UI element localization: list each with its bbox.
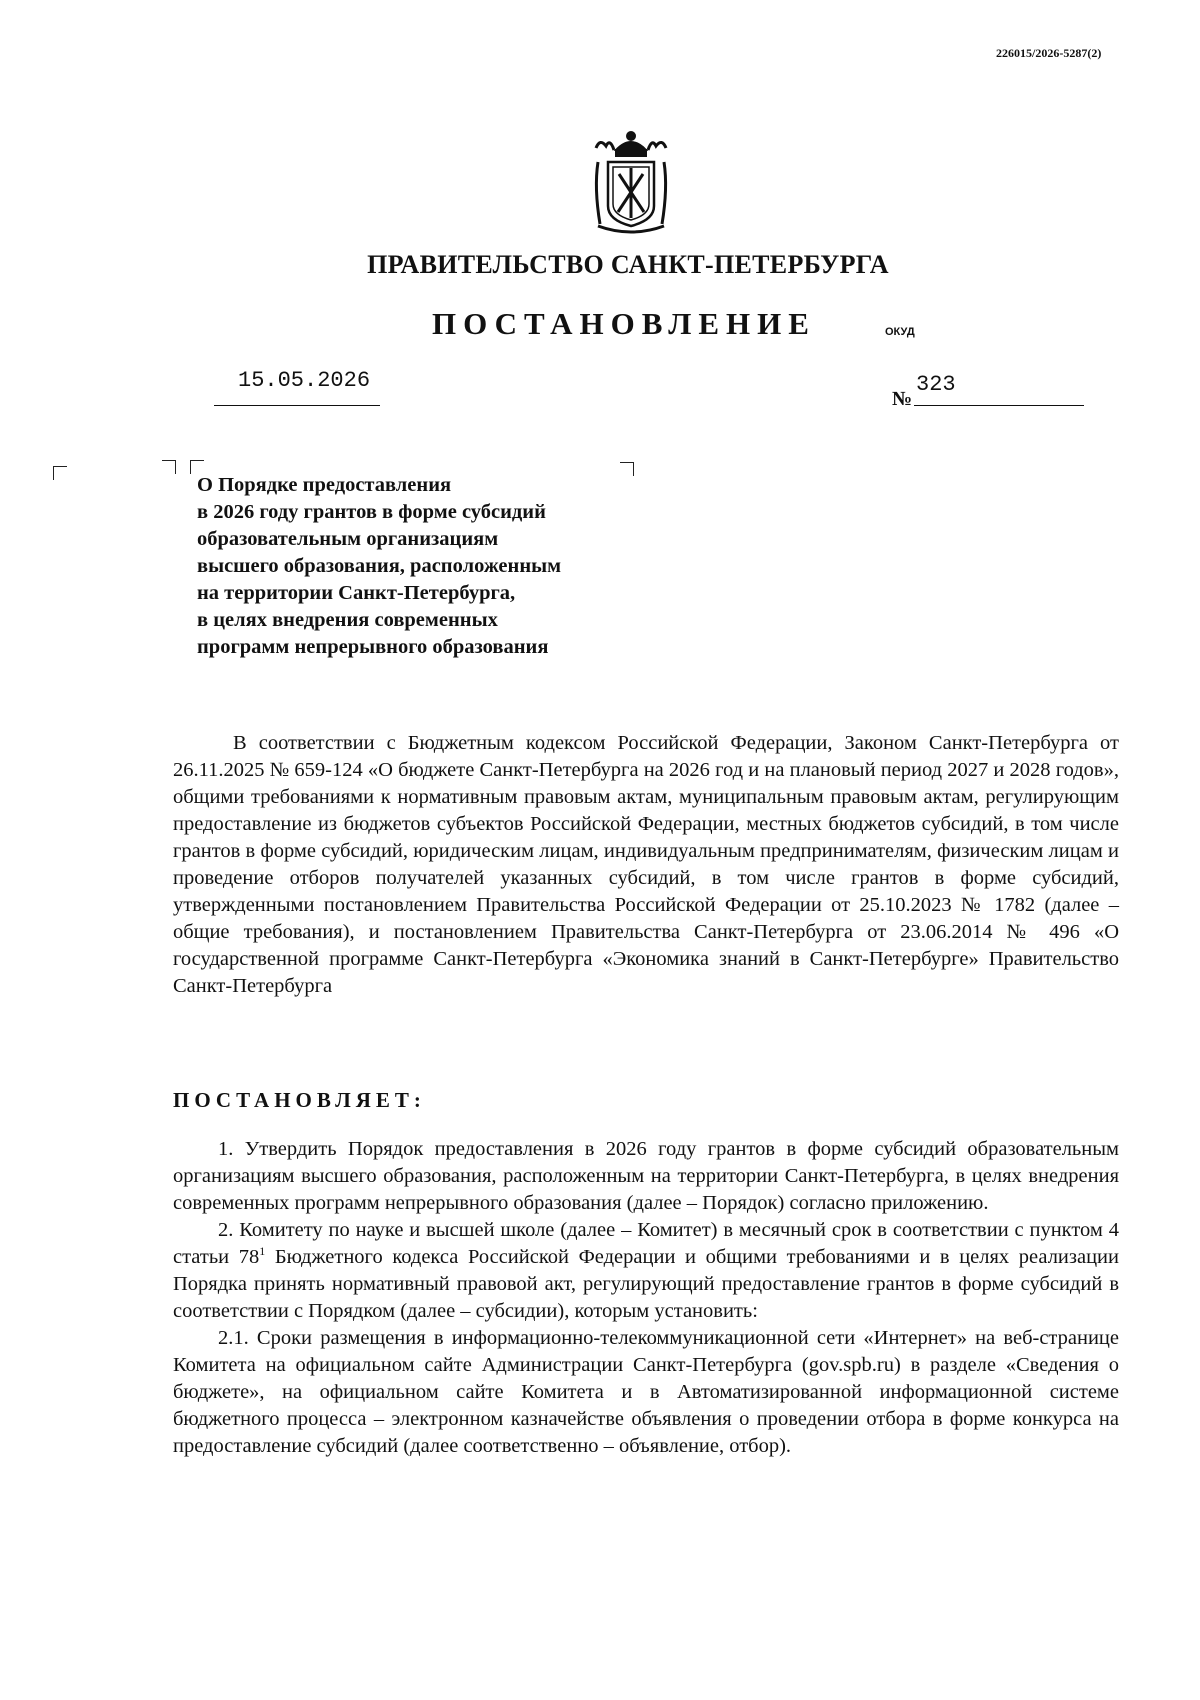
subject-line: О Порядке предоставления: [197, 474, 452, 496]
item-2-text: 2. Комитету по науке и высшей школе (далее – Комитет) в месячный срок в соответствии с пунктом 4 статьи 78: [173, 1219, 1119, 1268]
subject-line: в целях внедрения современных: [197, 609, 498, 631]
decree-number: 323: [916, 372, 956, 397]
preamble-paragraph: В соответствии с Бюджетным кодексом Российской Федерации, Законом Санкт-Петербурга от 26.11.2025 № 659-124 «О бюджете Санкт-Петербурга на 2026 год и на плановый период 2027 и 2028 годов», общими требованиями к нормативным правовым актам, муниципальным правовым актам, регулирующим предоставление из бюджетов субъектов Российской Федерации, местных бюджетов субсидий, в том числе грантов в форме субсидий, юридическим лицам, индивидуальным предпринимателям, физическим лицам и проведение отборов получателей указанных субсидий, в том числе грантов в форме субсидий, утвержденными постановлением Правительства Российской Федерации от 25.10.2023 № 1782 (далее – общие требования), и постановлением Правительства Санкт-Петербурга от 23.06.2014 № 496 «О государственной программе Санкт-Петербурга «Экономика знаний в Санкт-Петербурге» Правительство Санкт-Петербурга: [173, 732, 1119, 997]
number-underline: [914, 405, 1084, 406]
margin-corner-mark: [53, 466, 67, 480]
okud-label: ОКУД: [885, 326, 915, 338]
item-2-1: 2.1. Сроки размещения в информационно-телекоммуникационной сети «Интернет» на веб-странице Комитета на официальном сайте Администрации Санкт-Петербурга (gov.spb.ru) в разделе «Сведения о бюджете», на официальном сайте Комитета и в Автоматизированной информационной системе бюджетного процесса – электронном казначействе объявления о проведении отбора в форме конкурса на предоставление субсидий (далее соответственно – объявление, отбор).: [173, 1327, 1119, 1457]
subject-line: программ непрерывного образования: [197, 636, 549, 658]
subject-corner-mark: [162, 460, 176, 474]
saint-petersburg-coat-of-arms-icon: [586, 128, 676, 236]
subject-corner-mark: [620, 462, 634, 476]
government-title: ПРАВИТЕЛЬСТВО САНКТ-ПЕТЕРБУРГА: [367, 250, 889, 279]
subject-line: на территории Санкт-Петербурга,: [197, 582, 516, 604]
number-sign: №: [892, 388, 913, 410]
resolves-heading: ПОСТАНОВЛЯЕТ:: [173, 1088, 426, 1112]
subject-line: в 2026 году грантов в форме субсидий: [197, 501, 546, 523]
document-type: ПОСТАНОВЛЕНИЕ: [432, 306, 816, 341]
article-superscript: 1: [259, 1244, 266, 1259]
decree-items: [173, 1136, 1119, 1460]
decree-date: 15.05.2026: [238, 368, 371, 393]
subject-line: образовательным организациям: [197, 528, 499, 550]
registration-number: 226015/2026-5287(2): [996, 46, 1102, 60]
item-2: [173, 1217, 1119, 1325]
date-underline: [214, 405, 380, 406]
item-1: 1. Утвердить Порядок предоставления в 2026 году грантов в форме субсидий образовательным организациям высшего образования, расположенным на территории Санкт-Петербурга, в целях внедрения современных программ непрерывного образования (далее – Порядок) согласно приложению.: [173, 1138, 1119, 1214]
subject-line: высшего образования, расположенным: [197, 555, 562, 577]
decree-subject: [197, 472, 561, 661]
item-2-text-cont: Бюджетного кодекса Российской Федерации и общими требованиями и в целях реализации Порядка принять нормативный правовой акт, регулирующий предоставление грантов в форме субсидий в соответствии с Порядком (далее – субсидии), которым установить:: [173, 1246, 1119, 1322]
